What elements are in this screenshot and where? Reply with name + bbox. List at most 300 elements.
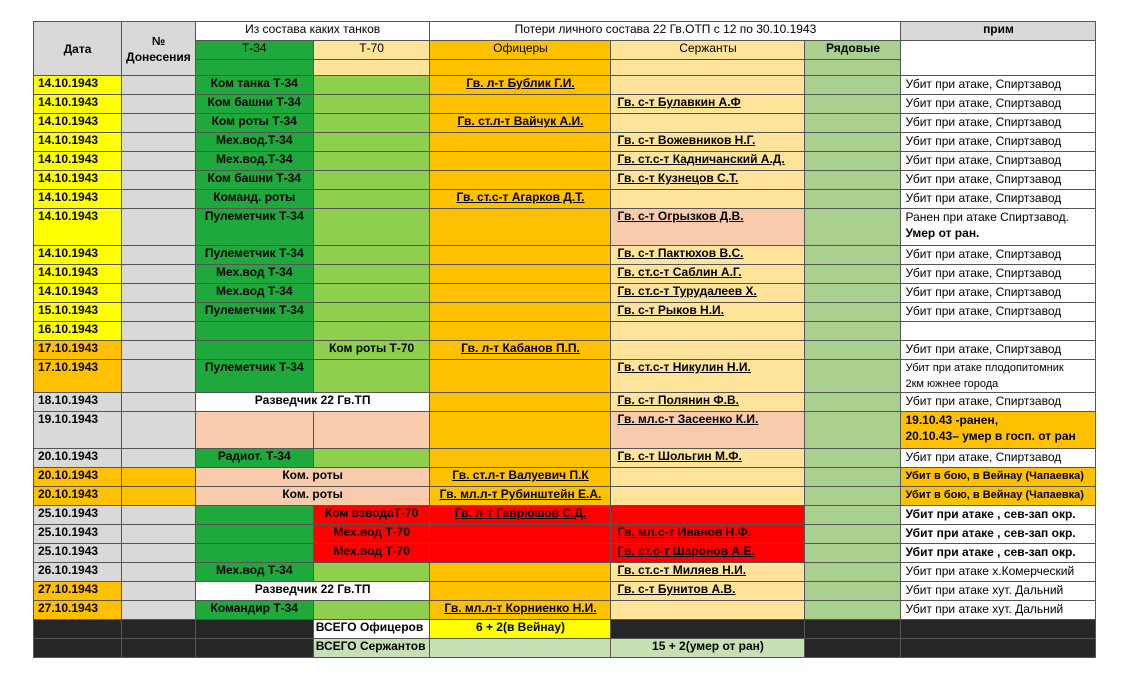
sergeant-cell bbox=[611, 246, 805, 265]
officer-cell bbox=[430, 506, 611, 525]
note-cell bbox=[901, 449, 1096, 468]
date-cell: 14.10.1943 bbox=[34, 133, 122, 152]
privates-cell bbox=[805, 525, 901, 544]
table-row bbox=[34, 449, 1096, 468]
t70-cell bbox=[313, 114, 430, 133]
note-line: Убит при атаке, Спиртзавод bbox=[905, 450, 1062, 464]
sergeant-cell bbox=[611, 303, 805, 322]
note-line: Убит при атаке плодопитомник bbox=[905, 362, 1064, 374]
officer-cell bbox=[430, 133, 611, 152]
privates-cell bbox=[805, 449, 901, 468]
t34-cell: Ком башни Т-34 bbox=[195, 171, 313, 190]
sergeant-cell bbox=[611, 563, 805, 582]
date-cell: 17.10.1943 bbox=[34, 341, 122, 360]
note-line: Убит при атаке , сев-зап окр. bbox=[905, 526, 1076, 540]
table-row bbox=[34, 171, 1096, 190]
officer-name: Гв. л-т Бублик Г.И. bbox=[466, 76, 575, 90]
report-no-cell bbox=[122, 190, 196, 209]
note-cell bbox=[901, 544, 1096, 563]
sergeant-cell bbox=[611, 468, 805, 487]
t70-cell bbox=[313, 152, 430, 171]
note-cell bbox=[901, 601, 1096, 620]
note-line: Убит при атаке, Спиртзавод bbox=[905, 191, 1062, 205]
note-cell bbox=[901, 76, 1096, 95]
t34-cell: Командир Т-34 bbox=[195, 601, 313, 620]
sergeant-name: Гв. с-т Огрызков Д.В. bbox=[617, 209, 744, 223]
date-cell: 25.10.1943 bbox=[34, 506, 122, 525]
report-no-cell bbox=[122, 449, 196, 468]
date-cell: 14.10.1943 bbox=[34, 209, 122, 246]
sergeant-name: Гв. с-т Полянин Ф.В. bbox=[617, 393, 739, 407]
privates-cell bbox=[805, 544, 901, 563]
sergeant-cell bbox=[611, 601, 805, 620]
t70-cell bbox=[313, 95, 430, 114]
total-blank bbox=[901, 639, 1096, 658]
date-cell: 27.10.1943 bbox=[34, 582, 122, 601]
t70-cell bbox=[313, 303, 430, 322]
privates-cell bbox=[805, 114, 901, 133]
sergeant-name: Гв. с-т Кузнецов С.Т. bbox=[617, 171, 739, 185]
note-line: Убит при атаке, Спиртзавод bbox=[905, 134, 1062, 148]
note-cell bbox=[901, 393, 1096, 412]
table-row bbox=[34, 487, 1096, 506]
report-no-cell bbox=[122, 95, 196, 114]
note-cell bbox=[901, 171, 1096, 190]
t70-cell bbox=[313, 360, 430, 393]
note-cell bbox=[901, 506, 1096, 525]
t34-cell: Мех.вод Т-34 bbox=[195, 284, 313, 303]
t70-cell bbox=[313, 412, 430, 449]
sergeant-cell bbox=[611, 190, 805, 209]
note-line: 19.10.43 -ранен, bbox=[905, 413, 999, 427]
total-sergeants-value: 15 + 2(умер от ран) bbox=[611, 639, 805, 658]
t34-cell bbox=[195, 506, 313, 525]
table-row bbox=[34, 133, 1096, 152]
date-cell: 20.10.1943 bbox=[34, 487, 122, 506]
report-no-cell bbox=[122, 360, 196, 393]
report-no-cell bbox=[122, 284, 196, 303]
privates-cell bbox=[805, 246, 901, 265]
privates-cell bbox=[805, 506, 901, 525]
date-cell: 26.10.1943 bbox=[34, 563, 122, 582]
privates-cell bbox=[805, 582, 901, 601]
total-blank bbox=[611, 620, 805, 639]
table-row bbox=[34, 322, 1096, 341]
t34-cell bbox=[195, 544, 313, 563]
report-no-cell bbox=[122, 563, 196, 582]
table-row bbox=[34, 95, 1096, 114]
t34-cell: Мех.вод Т-34 bbox=[195, 265, 313, 284]
privates-cell bbox=[805, 133, 901, 152]
date-cell: 14.10.1943 bbox=[34, 284, 122, 303]
officer-name: Гв. ст.с-т Агарков Д.Т. bbox=[456, 190, 585, 204]
total-blank bbox=[901, 620, 1096, 639]
total-blank bbox=[122, 639, 196, 658]
privates-cell bbox=[805, 152, 901, 171]
total-sergeants-label: ВСЕГО Сержантов bbox=[313, 639, 430, 658]
t70-cell bbox=[313, 76, 430, 95]
sergeant-cell bbox=[611, 506, 805, 525]
header-officers: Офицеры bbox=[430, 41, 611, 60]
officer-cell bbox=[430, 265, 611, 284]
date-cell: 14.10.1943 bbox=[34, 76, 122, 95]
officer-cell bbox=[430, 190, 611, 209]
report-no-cell bbox=[122, 506, 196, 525]
table-row bbox=[34, 393, 1096, 412]
t34-cell: Мех.вод Т-34 bbox=[195, 563, 313, 582]
note-line: Убит в бою, в Вейнау (Чапаевка) bbox=[905, 470, 1084, 482]
t70-cell bbox=[313, 284, 430, 303]
note-cell bbox=[901, 284, 1096, 303]
privates-cell bbox=[805, 322, 901, 341]
officer-cell bbox=[430, 393, 611, 412]
officer-cell bbox=[430, 284, 611, 303]
date-cell: 14.10.1943 bbox=[34, 114, 122, 133]
t34-cell: Мех.вод.Т-34 bbox=[195, 133, 313, 152]
sergeant-name: Гв. мл.с-т Иванов Н.Ф. bbox=[617, 525, 752, 539]
note-line: Убит при атаке хут. Дальний bbox=[905, 602, 1064, 616]
note-line: Убит при атаке , сев-зап окр. bbox=[905, 545, 1076, 559]
note-cell bbox=[901, 412, 1096, 449]
sergeant-cell bbox=[611, 449, 805, 468]
header-t70: Т-70 bbox=[313, 41, 430, 60]
t34-cell: Мех.вод.Т-34 bbox=[195, 152, 313, 171]
privates-cell bbox=[805, 563, 901, 582]
officer-cell bbox=[430, 601, 611, 620]
sergeant-cell bbox=[611, 544, 805, 563]
tank-cell: Разведчик 22 Гв.ТП bbox=[195, 582, 430, 601]
sergeant-cell bbox=[611, 412, 805, 449]
note-line: Убит при атаке, Спиртзавод bbox=[905, 342, 1062, 356]
header-note-blank bbox=[901, 41, 1096, 76]
totals-row-officers bbox=[34, 620, 1096, 639]
sergeant-name: Гв. ст.с-т Саблин А.Г. bbox=[617, 265, 742, 279]
sergeant-cell bbox=[611, 133, 805, 152]
officer-cell bbox=[430, 525, 611, 544]
report-no-cell bbox=[122, 393, 196, 412]
officer-cell bbox=[430, 412, 611, 449]
report-no-cell bbox=[122, 114, 196, 133]
total-officers-label: ВСЕГО Офицеров bbox=[313, 620, 430, 639]
t70-cell bbox=[313, 209, 430, 246]
report-no-cell bbox=[122, 412, 196, 449]
t34-cell: Пулеметчик Т-34 bbox=[195, 246, 313, 265]
date-cell: 27.10.1943 bbox=[34, 601, 122, 620]
note-cell bbox=[901, 152, 1096, 171]
table-row bbox=[34, 601, 1096, 620]
sergeant-cell bbox=[611, 284, 805, 303]
t70-cell bbox=[313, 171, 430, 190]
total-blank bbox=[34, 639, 122, 658]
note-cell bbox=[901, 360, 1096, 393]
sergeant-cell bbox=[611, 114, 805, 133]
officer-cell bbox=[430, 322, 611, 341]
officer-cell bbox=[430, 114, 611, 133]
officer-name: Гв. мл.л-т Рубинштейн Е.А. bbox=[439, 487, 602, 501]
total-blank bbox=[34, 620, 122, 639]
table-row bbox=[34, 265, 1096, 284]
losses-table bbox=[33, 21, 1096, 658]
officer-cell bbox=[430, 360, 611, 393]
privates-cell bbox=[805, 468, 901, 487]
t70-cell: Ком роты Т-70 bbox=[313, 341, 430, 360]
table-row bbox=[34, 563, 1096, 582]
date-cell: 14.10.1943 bbox=[34, 265, 122, 284]
sergeant-name: Гв. ст.с-т Миляев Н.И. bbox=[617, 563, 747, 577]
t34-cell: Команд. роты bbox=[195, 190, 313, 209]
table-row bbox=[34, 544, 1096, 563]
t70-cell: Мех.вод Т-70 bbox=[313, 544, 430, 563]
note-line: Убит при атаке, Спиртзавод bbox=[905, 394, 1062, 408]
t34-cell: Ком башни Т-34 bbox=[195, 95, 313, 114]
note-cell bbox=[901, 246, 1096, 265]
note-cell bbox=[901, 303, 1096, 322]
date-cell: 19.10.1943 bbox=[34, 412, 122, 449]
privates-cell bbox=[805, 171, 901, 190]
table-row bbox=[34, 525, 1096, 544]
header-t34: Т-34 bbox=[195, 41, 313, 60]
report-no-cell bbox=[122, 601, 196, 620]
officer-cell bbox=[430, 171, 611, 190]
report-no-cell bbox=[122, 76, 196, 95]
tank-cell: Разведчик 22 Гв.ТП bbox=[195, 393, 430, 412]
sergeant-name: Гв. с-т Рыков Н.И. bbox=[617, 303, 725, 317]
table-row bbox=[34, 209, 1096, 246]
officer-cell bbox=[430, 76, 611, 95]
officer-cell bbox=[430, 563, 611, 582]
privates-cell bbox=[805, 487, 901, 506]
note-line: Убит при атаке, Спиртзавод bbox=[905, 304, 1062, 318]
privates-cell bbox=[805, 601, 901, 620]
officer-cell bbox=[430, 303, 611, 322]
officer-cell bbox=[430, 449, 611, 468]
sergeant-cell bbox=[611, 525, 805, 544]
note-cell bbox=[901, 487, 1096, 506]
sergeant-name: Гв. ст.с-т Кадничанский А.Д. bbox=[617, 152, 785, 166]
tank-cell: Ком. роты bbox=[195, 468, 430, 487]
officer-cell bbox=[430, 95, 611, 114]
privates-cell bbox=[805, 95, 901, 114]
note-cell bbox=[901, 341, 1096, 360]
report-no-cell bbox=[122, 171, 196, 190]
officer-name: Гв. ст.л-т Вайчук А.И. bbox=[457, 114, 584, 128]
t34-cell: Пулеметчик Т-34 bbox=[195, 209, 313, 246]
officer-cell bbox=[430, 487, 611, 506]
header-sergeants: Сержанты bbox=[611, 41, 805, 60]
officer-name: Гв. мл.л-т Корниенко Н.И. bbox=[444, 601, 597, 615]
note-line: Убит при атаке, Спиртзавод bbox=[905, 115, 1062, 129]
officer-cell bbox=[430, 209, 611, 246]
t70-cell bbox=[313, 265, 430, 284]
sergeant-cell bbox=[611, 76, 805, 95]
sergeant-cell bbox=[611, 95, 805, 114]
header-tanks-group: Из состава каких танков bbox=[195, 22, 430, 41]
note-line: Убит при атаке, Спиртзавод bbox=[905, 96, 1062, 110]
sergeant-cell bbox=[611, 265, 805, 284]
report-no-cell bbox=[122, 152, 196, 171]
note-cell bbox=[901, 209, 1096, 246]
date-cell: 20.10.1943 bbox=[34, 468, 122, 487]
header-privates: Рядовые bbox=[805, 41, 901, 60]
sergeant-name: Гв. с-т Пактюхов В.С. bbox=[617, 246, 744, 260]
sergeant-name: Гв. с-т Вожевников Н.Г. bbox=[617, 133, 756, 147]
note-line: Убит при атаке хут. Дальний bbox=[905, 583, 1064, 597]
privates-cell bbox=[805, 190, 901, 209]
officer-cell bbox=[430, 468, 611, 487]
report-no-cell bbox=[122, 265, 196, 284]
officer-name: Гв. ст.л-т Валуевич П.К bbox=[452, 468, 589, 482]
note-line: Ранен при атаке Спиртзавод. bbox=[905, 210, 1070, 224]
sergeant-cell bbox=[611, 487, 805, 506]
privates-cell bbox=[805, 393, 901, 412]
officer-name: Гв. л-т Кабанов П.П. bbox=[461, 341, 580, 355]
report-no-cell bbox=[122, 133, 196, 152]
table-row bbox=[34, 303, 1096, 322]
date-cell: 18.10.1943 bbox=[34, 393, 122, 412]
total-blank bbox=[430, 639, 611, 658]
t70-cell: Ком взводаТ-70 bbox=[313, 506, 430, 525]
t34-cell: Ком роты Т-34 bbox=[195, 114, 313, 133]
privates-cell bbox=[805, 360, 901, 393]
date-cell: 14.10.1943 bbox=[34, 95, 122, 114]
report-no-cell bbox=[122, 246, 196, 265]
privates-cell bbox=[805, 284, 901, 303]
header-date: Дата bbox=[34, 22, 122, 76]
table-row bbox=[34, 152, 1096, 171]
note-line-2: 20.10.43– умер в госп. от ран bbox=[905, 429, 1076, 443]
date-cell: 14.10.1943 bbox=[34, 190, 122, 209]
table-row bbox=[34, 412, 1096, 449]
note-cell bbox=[901, 525, 1096, 544]
report-no-cell bbox=[122, 209, 196, 246]
note-line: Убит в бою, в Вейнау (Чапаевка) bbox=[905, 489, 1084, 501]
table-row bbox=[34, 341, 1096, 360]
total-blank bbox=[122, 620, 196, 639]
sergeant-cell bbox=[611, 393, 805, 412]
note-cell bbox=[901, 468, 1096, 487]
privates-cell bbox=[805, 76, 901, 95]
note-cell bbox=[901, 133, 1096, 152]
report-no-cell bbox=[122, 468, 196, 487]
header-report-no: № Донесения bbox=[122, 22, 196, 76]
sergeant-cell bbox=[611, 341, 805, 360]
header-losses-group: Потери личного состава 22 Гв.ОТП с 12 по 30.10.1943 bbox=[430, 22, 901, 41]
note-line: Убит при атаке х.Комерческий bbox=[905, 564, 1075, 578]
date-cell: 25.10.1943 bbox=[34, 544, 122, 563]
table-row bbox=[34, 76, 1096, 95]
note-line: Убит при атаке, Спиртзавод bbox=[905, 285, 1062, 299]
t34-cell: Радиот. Т-34 bbox=[195, 449, 313, 468]
report-no-cell bbox=[122, 525, 196, 544]
report-no-cell bbox=[122, 487, 196, 506]
report-no-cell bbox=[122, 322, 196, 341]
sergeant-cell bbox=[611, 322, 805, 341]
sergeant-name: Гв. ст.с-т Никулин Н.И. bbox=[617, 360, 751, 374]
totals-row-sergeants bbox=[34, 639, 1096, 658]
date-cell: 15.10.1943 bbox=[34, 303, 122, 322]
sergeant-name: Гв. с-т Бунитов А.В. bbox=[617, 582, 736, 596]
t70-cell bbox=[313, 246, 430, 265]
t34-cell bbox=[195, 341, 313, 360]
table-row bbox=[34, 506, 1096, 525]
sergeant-cell bbox=[611, 360, 805, 393]
table-row bbox=[34, 114, 1096, 133]
t70-cell bbox=[313, 601, 430, 620]
sergeant-name: Гв. мл.с-т Засеенко К.И. bbox=[617, 412, 759, 426]
t34-cell: Пулеметчик Т-34 bbox=[195, 303, 313, 322]
officer-cell bbox=[430, 544, 611, 563]
table-row bbox=[34, 468, 1096, 487]
t34-cell: Ком танка Т-34 bbox=[195, 76, 313, 95]
note-line: Убит при атаке , сев-зап окр. bbox=[905, 507, 1076, 521]
t34-cell bbox=[195, 412, 313, 449]
t70-cell bbox=[313, 563, 430, 582]
header-row-1 bbox=[34, 22, 1096, 41]
officer-cell bbox=[430, 582, 611, 601]
total-blank bbox=[195, 620, 313, 639]
report-no-cell bbox=[122, 582, 196, 601]
t34-cell: Пулеметчик Т-34 bbox=[195, 360, 313, 393]
sergeant-cell bbox=[611, 582, 805, 601]
table-row bbox=[34, 360, 1096, 393]
date-cell: 20.10.1943 bbox=[34, 449, 122, 468]
tank-cell: Ком. роты bbox=[195, 487, 430, 506]
date-cell: 14.10.1943 bbox=[34, 246, 122, 265]
sergeant-name: Гв. с-т Шольгин М.Ф. bbox=[617, 449, 742, 463]
table-row bbox=[34, 246, 1096, 265]
date-cell: 16.10.1943 bbox=[34, 322, 122, 341]
note-cell bbox=[901, 322, 1096, 341]
note-cell bbox=[901, 265, 1096, 284]
t70-cell: Мех.вод Т-70 bbox=[313, 525, 430, 544]
privates-cell bbox=[805, 209, 901, 246]
report-no-cell bbox=[122, 341, 196, 360]
sergeant-name: Гв. ст.с-т Турудалеев Х. bbox=[617, 284, 757, 298]
officer-cell bbox=[430, 341, 611, 360]
note-cell bbox=[901, 95, 1096, 114]
t34-cell bbox=[195, 525, 313, 544]
table-row bbox=[34, 284, 1096, 303]
sergeant-cell bbox=[611, 209, 805, 246]
note-line: Убит при атаке, Спиртзавод bbox=[905, 266, 1062, 280]
officer-cell bbox=[430, 152, 611, 171]
t70-cell bbox=[313, 449, 430, 468]
total-officers-value: 6 + 2(в Вейнау) bbox=[430, 620, 611, 639]
privates-cell bbox=[805, 412, 901, 449]
table-row bbox=[34, 582, 1096, 601]
note-line: Убит при атаке, Спиртзавод bbox=[905, 172, 1062, 186]
privates-cell bbox=[805, 265, 901, 284]
note-cell bbox=[901, 582, 1096, 601]
sergeant-name: Гв. ст.с-т Шаронов А.Е. bbox=[617, 544, 755, 558]
date-cell: 14.10.1943 bbox=[34, 152, 122, 171]
officer-name: Гв. л-т Гаврюшов С.Д. bbox=[454, 506, 587, 520]
total-blank bbox=[805, 620, 901, 639]
note-line-2: Умер от ран. bbox=[905, 226, 980, 240]
t70-cell bbox=[313, 133, 430, 152]
sergeant-name: Гв. с-т Булавкин А.Ф bbox=[617, 95, 741, 109]
report-no-cell bbox=[122, 303, 196, 322]
sergeant-cell bbox=[611, 152, 805, 171]
privates-cell bbox=[805, 303, 901, 322]
officer-cell bbox=[430, 246, 611, 265]
note-line-2: 2км южнее города bbox=[905, 378, 999, 390]
note-cell bbox=[901, 190, 1096, 209]
sergeant-cell bbox=[611, 171, 805, 190]
date-cell: 25.10.1943 bbox=[34, 525, 122, 544]
report-no-cell bbox=[122, 544, 196, 563]
total-blank bbox=[195, 639, 313, 658]
